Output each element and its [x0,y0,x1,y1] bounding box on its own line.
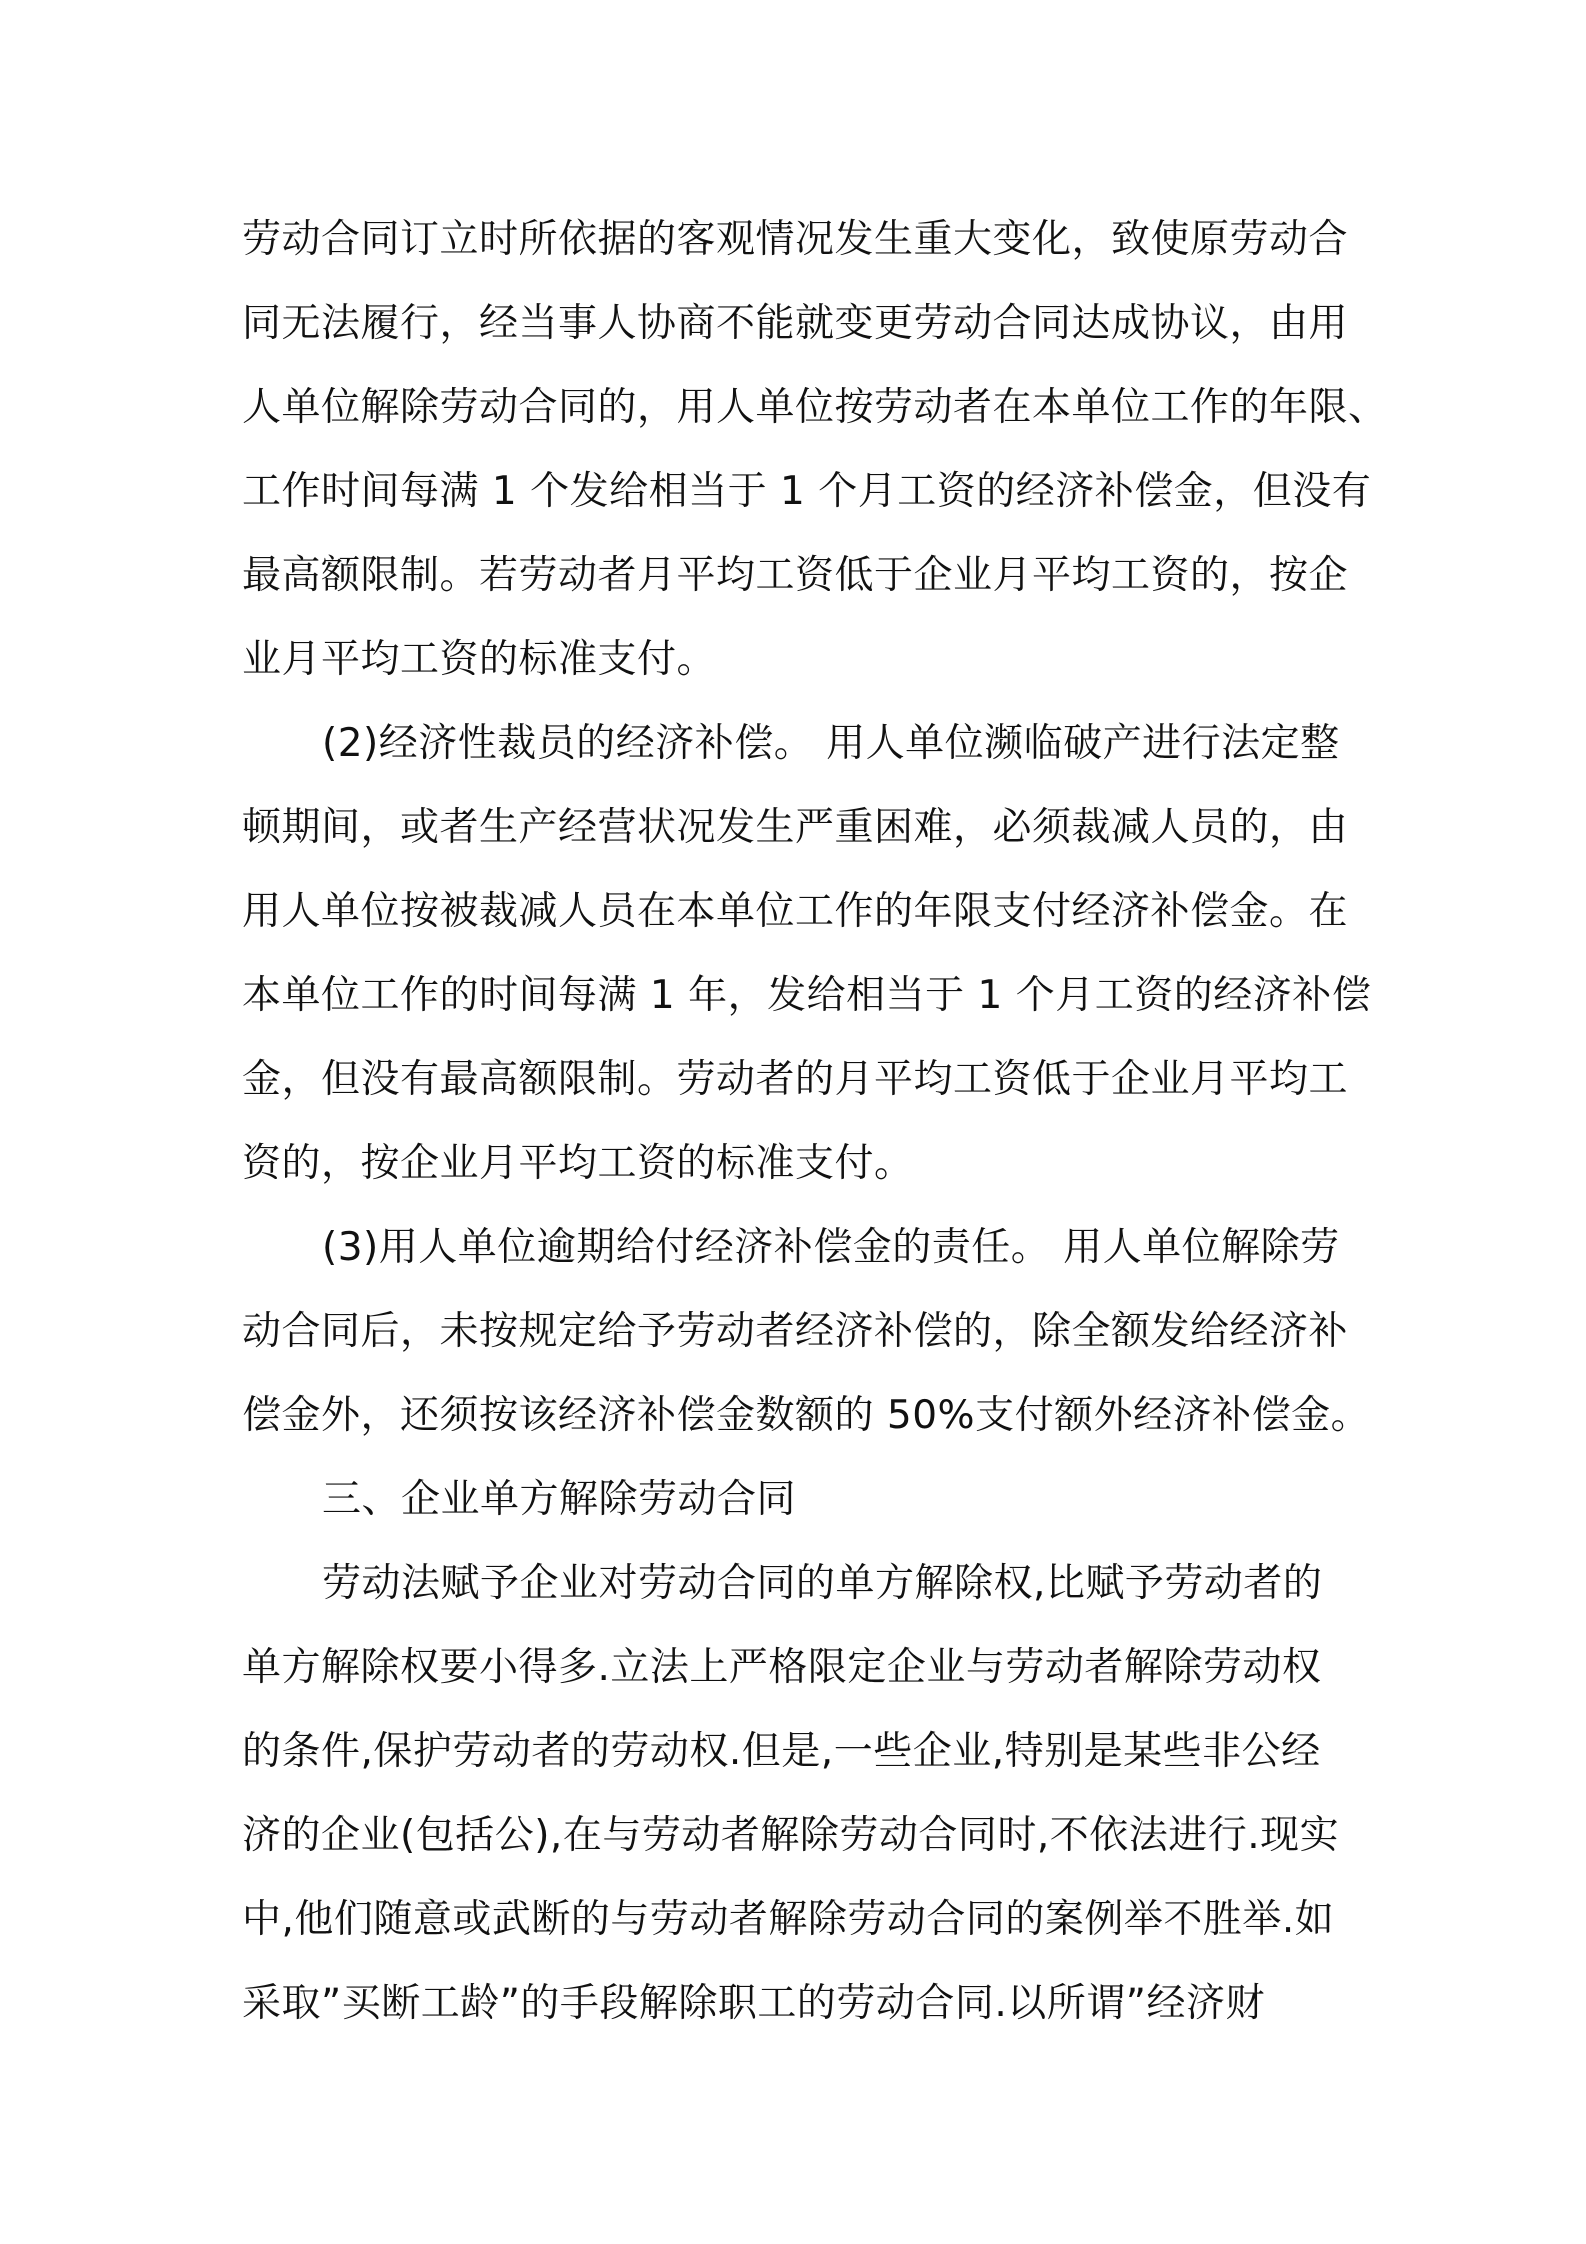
text-line: 单方解除权要小得多.立法上严格限定企业与劳动者解除劳动权 [242,1645,1322,1690]
paragraph-heading-2: (2)经济性裁员的经济补偿。 用人单位濒临破产进行法定整 [322,721,1340,766]
text-line: 劳动法赋予企业对劳动合同的单方解除权,比赋予劳动者的 [322,1561,1323,1606]
text-line: 金，但没有最高额限制。劳动者的月平均工资低于企业月平均工 [242,1057,1349,1102]
text-line: 用人单位按被裁减人员在本单位工作的年限支付经济补偿金。在 [242,889,1349,934]
text-line: 中,他们随意或武断的与劳动者解除劳动合同的案例举不胜举.如 [242,1897,1335,1942]
text-line: 劳动合同订立时所依据的客观情况发生重大变化，致使原劳动合 [242,217,1349,262]
text-line: 工作时间每满 1 个发给相当于 1 个月工资的经济补偿金，但没有 [242,469,1372,514]
text-line: 最高额限制。若劳动者月平均工资低于企业月平均工资的，按企 [242,553,1349,598]
text-line: 动合同后，未按规定给予劳动者经济补偿的，除全额发给经济补 [242,1309,1349,1354]
text-line: 顿期间，或者生产经营状况发生严重困难，必须裁减人员的，由 [242,805,1349,850]
paragraph-heading-3: (3)用人单位逾期给付经济补偿金的责任。 用人单位解除劳 [322,1225,1340,1270]
text-line: 同无法履行，经当事人协商不能就变更劳动合同达成协议，由用 [242,301,1349,346]
text-line: 的条件,保护劳动者的劳动权.但是,一些企业,特别是某些非公经 [242,1729,1321,1774]
text-line: 人单位解除劳动合同的，用人单位按劳动者在本单位工作的年限、 [242,385,1388,430]
body-text [242,198,1388,2046]
text-line: 资的，按企业月平均工资的标准支付。 [242,1141,914,1186]
section-heading: 三、企业单方解除劳动合同 [322,1477,797,1522]
text-line: 济的企业(包括公),在与劳动者解除劳动合同时,不依法进行.现实 [242,1813,1340,1858]
text-line: 偿金外，还须按该经济补偿金数额的 50%支付额外经济补偿金。 [242,1393,1371,1438]
text-line: 业月平均工资的标准支付。 [242,637,717,682]
text-line: 采取”买断工龄”的手段解除职工的劳动合同.以所谓”经济财 [242,1981,1266,2026]
text-line: 本单位工作的时间每满 1 年，发给相当于 1 个月工资的经济补偿 [242,973,1372,1018]
